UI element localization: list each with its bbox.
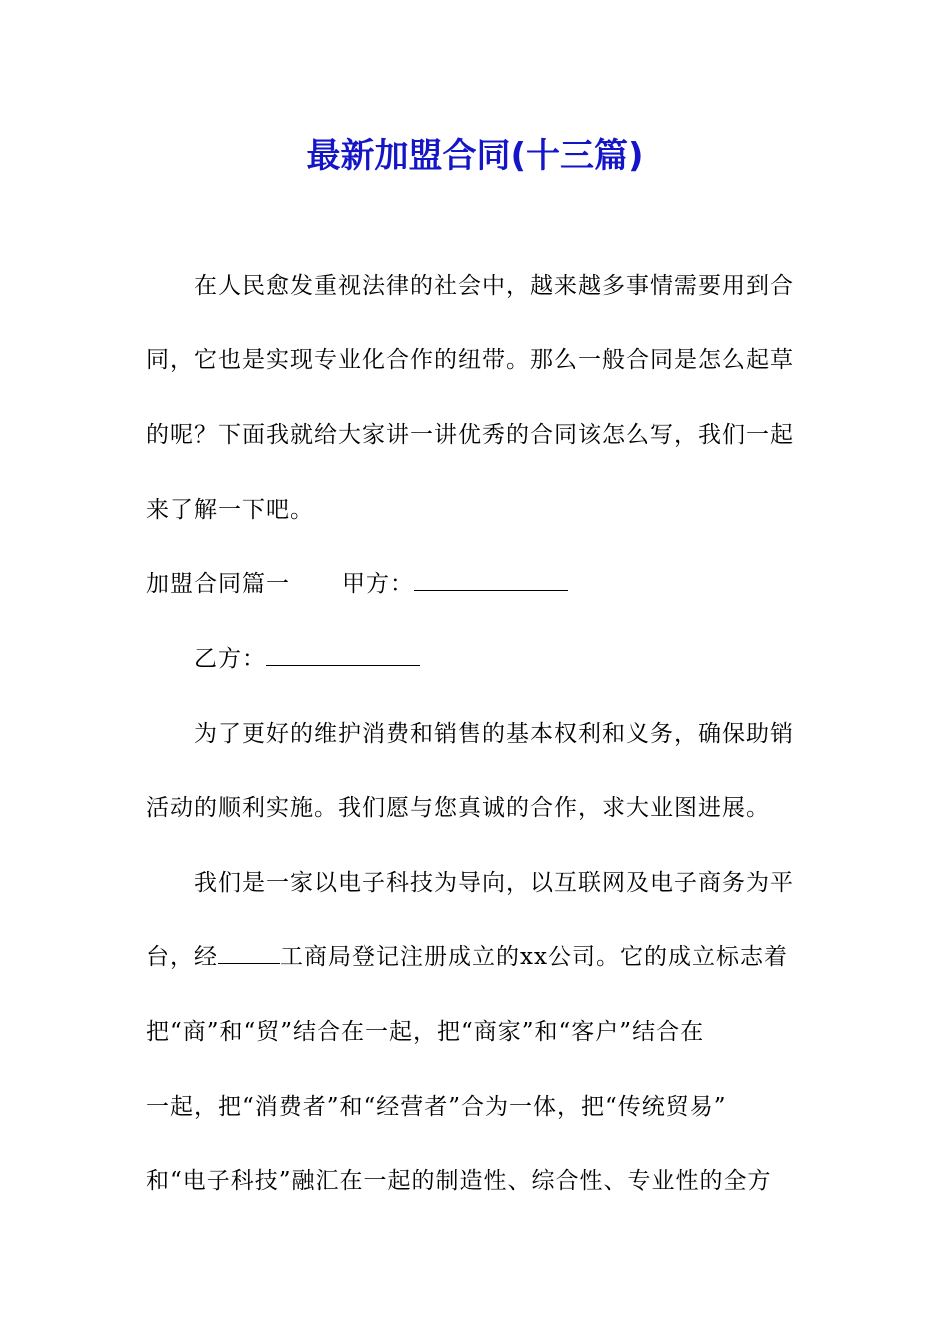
party-b-label: 乙方： [194, 646, 266, 672]
document-title: 最新加盟合同(十三篇) [306, 136, 644, 176]
paragraph-line: 来了解一下吧。 [146, 497, 314, 523]
paragraph-line: 和“电子科技”融汇在一起的制造性、综合性、专业性的全方 [146, 1168, 772, 1194]
section-heading: 加盟合同篇一 [146, 571, 290, 597]
paragraph-line: 活动的顺利实施。我们愿与您真诚的合作，求大业图进展。 [146, 795, 770, 821]
paragraph-text: 台，经 [146, 944, 218, 970]
party-b-row [194, 645, 854, 673]
paragraph-line: 把“商”和“贸”结合在一起，把“商家”和“客户”结合在 [146, 1019, 705, 1045]
party-b-blank [266, 645, 420, 666]
paragraph-line: 同，它也是实现专业化合作的纽带。那么一般合同是怎么起草 [146, 347, 794, 373]
party-a-label: 甲方： [342, 571, 414, 597]
registration-blank [218, 943, 280, 964]
paragraph-text: 工商局登记注册成立的xx公司。它的成立标志着 [280, 944, 788, 970]
paragraph-line: 我们是一家以电子科技为导向，以互联网及电子商务为平 [194, 870, 794, 896]
party-a-blank [414, 570, 568, 591]
paragraph-line: 的呢？下面我就给大家讲一讲优秀的合同该怎么写，我们一起 [146, 422, 794, 448]
section-heading-row [146, 570, 806, 598]
paragraph-line: 在人民愈发重视法律的社会中，越来越多事情需要用到合 [194, 273, 794, 299]
paragraph-line-with-blank [146, 943, 806, 971]
paragraph-line: 一起，把“消费者”和“经营者”合为一体，把“传统贸易” [146, 1094, 727, 1120]
paragraph-line: 为了更好的维护消费和销售的基本权利和义务，确保助销 [194, 721, 794, 747]
